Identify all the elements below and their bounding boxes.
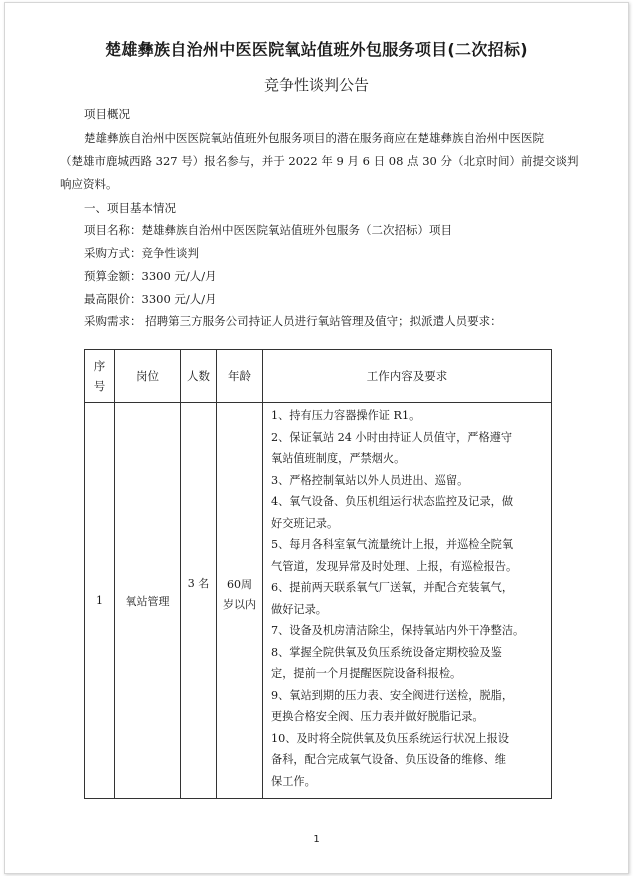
overview-line-3: 响应资料。 <box>60 177 118 191</box>
duty-line: 更换合格安全阀、压力表并做好脱脂记录。 <box>271 710 484 723</box>
duty-line: 7、设备及机房清洁除尘，保持氧站内外干净整洁。 <box>271 624 525 637</box>
duty-line: 10、及时将全院供氧及负压系统运行状况上报设 <box>271 731 509 745</box>
duty-line: 定，提前一个月提醒医院设备科报检。 <box>271 667 462 680</box>
header-no: 序号 <box>85 350 115 403</box>
cell-post: 氧站管理 <box>115 403 181 799</box>
document-title: 楚雄彝族自治州中医医院氧站值班外包服务项目(二次招标) <box>105 40 528 59</box>
duty-line: 3、严格控制氧站以外人员进出、巡留。 <box>271 473 469 487</box>
overview-heading: 项目概况 <box>84 107 130 121</box>
overview-line-1: 楚雄彝族自治州中医医院氧站值班外包服务项目的潜在服务商应在楚雄彝族自治州中医医院 <box>84 131 544 145</box>
procurement-needs-line: 采购需求： 招聘第三方服务公司持证人员进行氧站管理及值守；拟派遣人员要求： <box>84 314 502 328</box>
header-age: 年龄 <box>217 350 263 403</box>
duty-line: 5、每月各科室氧气流量统计上报，并巡检全院氧 <box>271 538 514 551</box>
cell-duties <box>263 403 552 799</box>
cell-age: 60周岁以内 <box>217 403 263 799</box>
duty-line: 4、氧气设备、负压机组运行状态监控及记录，做 <box>271 495 514 508</box>
budget-amount-line: 预算金额：3300 元/人/月 <box>84 269 217 283</box>
duty-line: 保工作。 <box>271 774 316 788</box>
header-post: 岗位 <box>115 350 181 403</box>
duty-line: 做好记录。 <box>271 602 327 616</box>
duty-line: 气管道，发现异常及时处理、上报，有巡检报告。 <box>271 559 518 573</box>
max-price-line: 最高限价：3300 元/人/月 <box>84 292 217 306</box>
page-number: 1 <box>313 834 320 845</box>
overview-line-2: （楚雄市鹿城西路 327 号）报名参与，并于 2022 年 9 月 6 日 08 点 30 分（北京时间）前提交谈判 <box>60 154 579 168</box>
duty-line: 1、持有压力容器操作证 R1。 <box>271 409 421 422</box>
document-subtitle: 竞争性谈判公告 <box>263 76 369 94</box>
staff-requirements-table <box>84 349 552 799</box>
duty-line: 8、掌握全院供氧及负压系统设备定期校验及鉴 <box>271 645 502 659</box>
duty-line: 2、保证氧站 24 小时由持证人员值守，严格遵守 <box>271 430 513 444</box>
duty-line: 氧站值班制度，严禁烟火。 <box>271 452 406 465</box>
duty-line: 备科，配合完成氧气设备、负压设备的维修、维 <box>271 753 506 766</box>
procurement-method-line: 采购方式：竞争性谈判 <box>84 246 199 260</box>
project-name-line: 项目名称：楚雄彝族自治州中医医院氧站值班外包服务（二次招标）项目 <box>84 223 452 237</box>
duty-line: 9、氧站到期的压力表、安全阀进行送检，脱脂， <box>271 688 514 702</box>
header-duties: 工作内容及要求 <box>263 350 552 403</box>
table-row <box>85 403 552 799</box>
duty-line: 好交班记录。 <box>271 516 339 530</box>
cell-count: 3 名 <box>181 403 217 799</box>
duty-line: 6、提前两天联系氧气厂送氧，并配合充装氧气， <box>271 581 514 594</box>
table-header-row <box>85 350 552 403</box>
section1-heading: 一、项目基本情况 <box>84 201 176 215</box>
header-count: 人数 <box>181 350 217 403</box>
cell-no: 1 <box>85 403 115 799</box>
